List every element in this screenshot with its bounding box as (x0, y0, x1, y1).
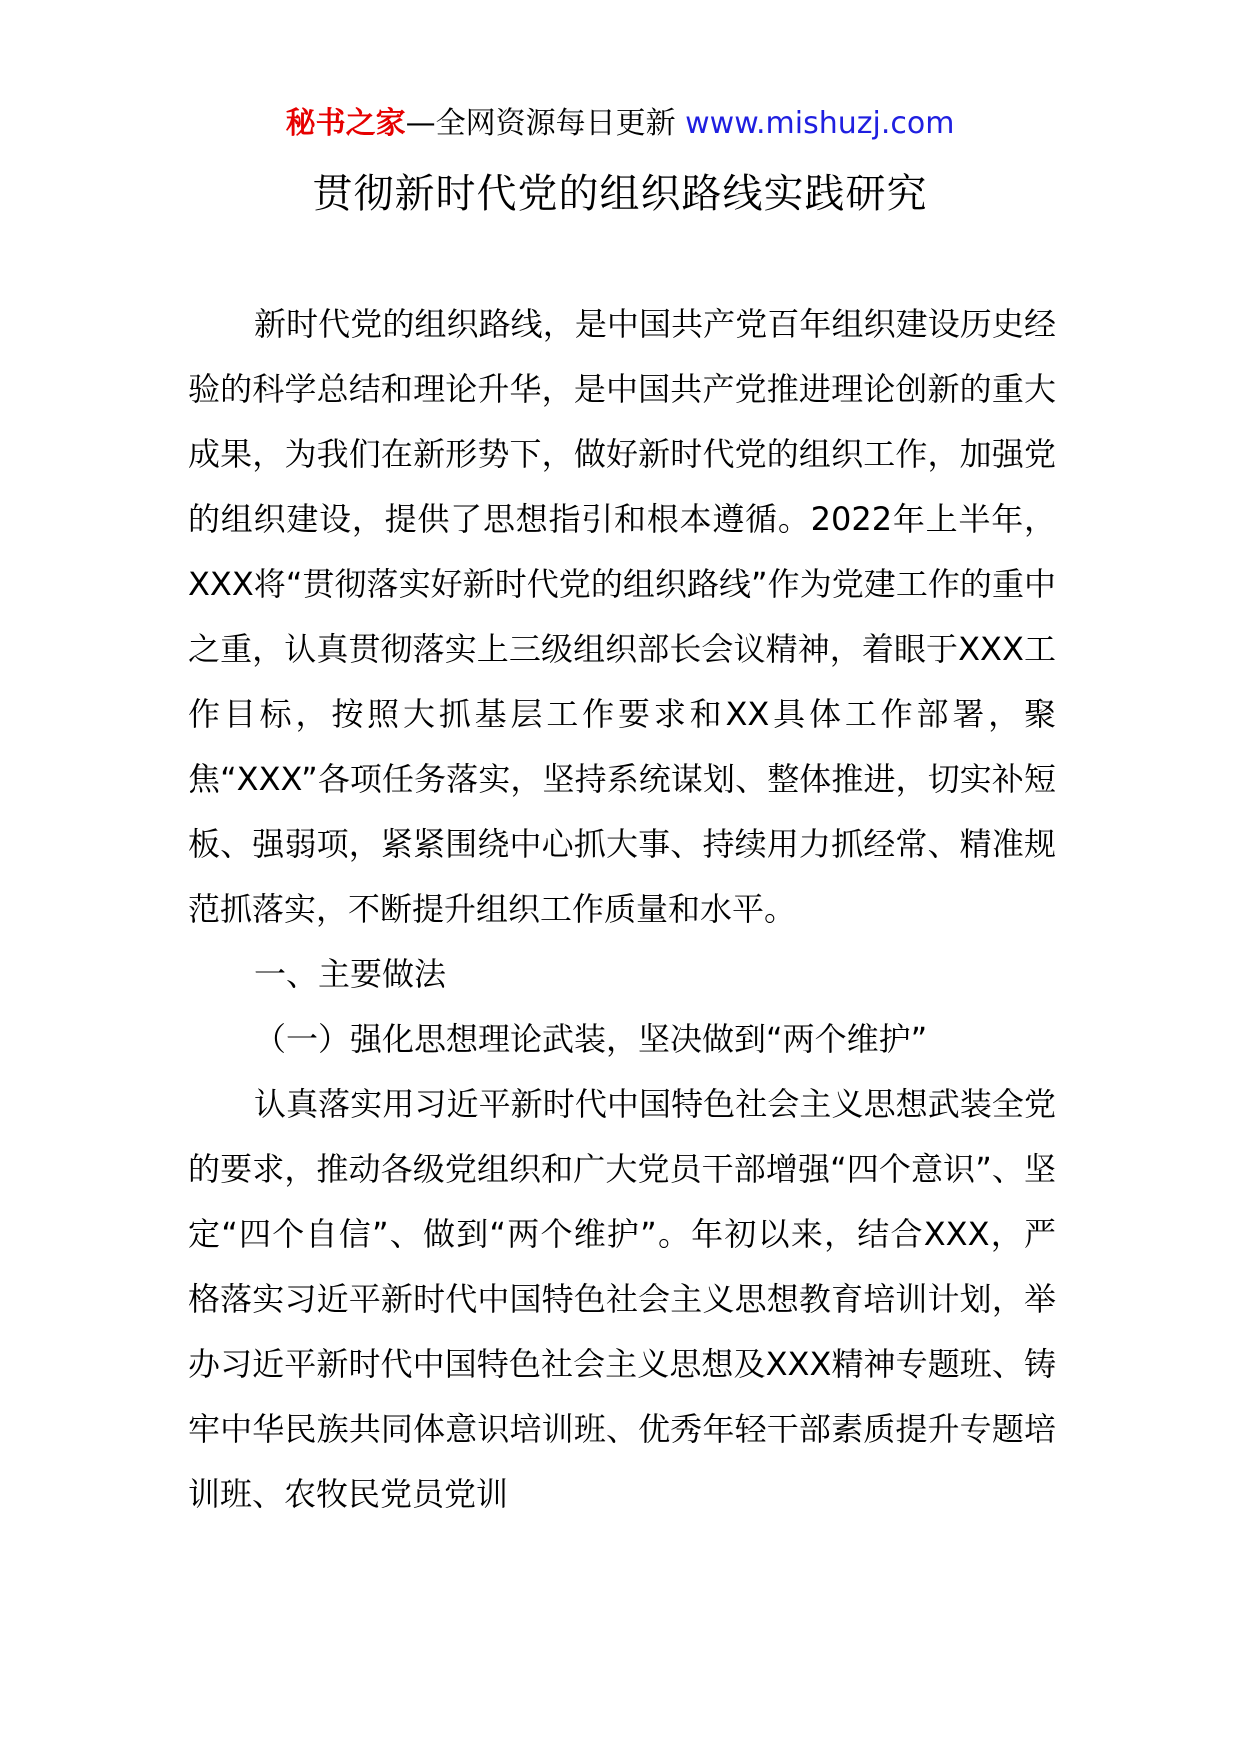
site-header (0, 104, 1240, 144)
header-tagline: —全网资源每日更新 (405, 106, 676, 141)
document-title: 贯彻新时代党的组织路线实践研究 (312, 171, 928, 217)
body-paragraph: 新时代党的组织路线，是中国共产党百年组织建设历史经验的科学总结和理论升华，是中国共产党推进理论创新的重大成果，为我们在新形势下，做好新时代党的组织工作，加强党的组织建设，提供了思想指引和根本遵循。2022年上半年，XXX将“贯彻落实好新时代党的组织路线”作为党建工作的重中之重，认真贯彻落实上三级组织部长会议精神，着眼于XXX工作目标，按照大抓基层工作要求和XX具体工作部署，聚焦“XXX”各项任务落实，坚持系统谋划、整体推进，切实补短板、强弱项，紧紧围绕中心抓大事、持续用力抓经常、精准规范抓落实，不断提升组织工作质量和水平。 (188, 305, 1056, 928)
site-url-link[interactable]: www.mishuzj.com (685, 106, 955, 141)
body-paragraph: 认真落实用习近平新时代中国特色社会主义思想武装全党的要求，推动各级党组织和广大党员干部增强“四个意识”、坚定“四个自信”、做到“两个维护”。年初以来，结合XXX，严格落实习近平新时代中国特色社会主义思想教育培训计划，举办习近平新时代中国特色社会主义思想及XXX精神专题班、铸牢中华民族共同体意识培训班、优秀年轻干部素质提升专题培训班、农牧民党员党训 (188, 1085, 1056, 1513)
subsection-heading: （一）强化思想理论武装，坚决做到“两个维护” (254, 1020, 928, 1058)
section-heading: 一、主要做法 (254, 955, 447, 993)
brand-name: 秘书之家 (285, 106, 406, 141)
document-body (188, 292, 1056, 1527)
